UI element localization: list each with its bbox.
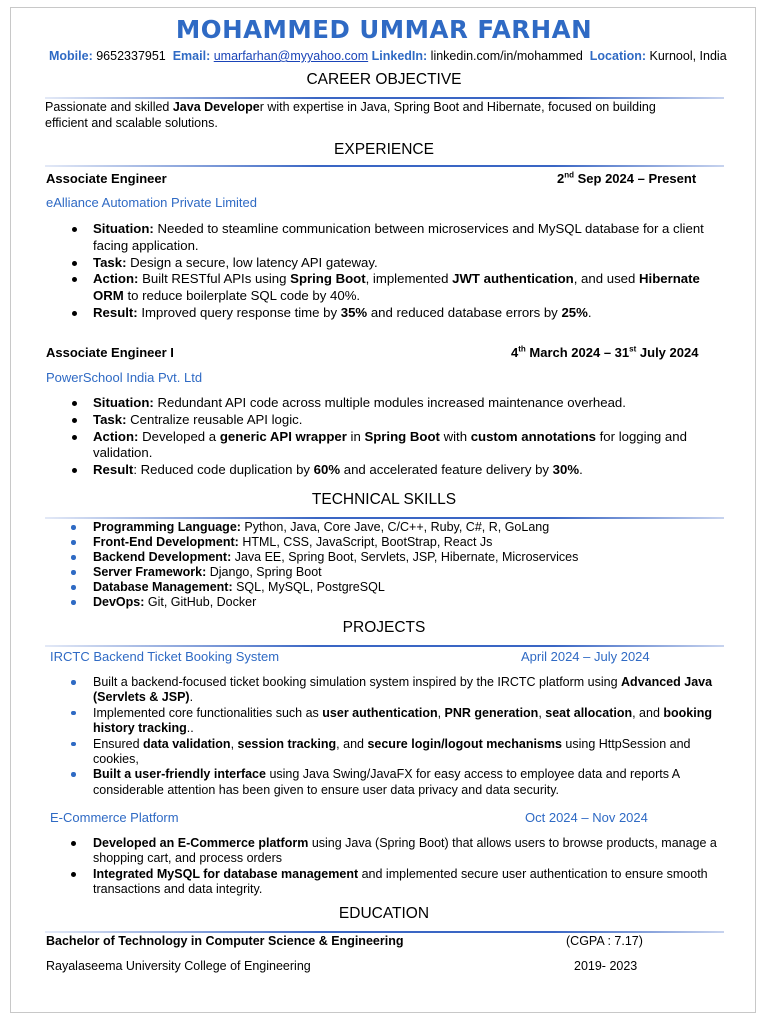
- skill-label: Database Management:: [93, 580, 233, 594]
- job-date-part: th: [518, 344, 526, 354]
- bullet-text: Developed a: [138, 428, 220, 444]
- skill-label: Backend Development:: [93, 550, 232, 564]
- bullet-label: Task:: [93, 411, 127, 427]
- list-item: [45, 595, 725, 610]
- bullet-bold: session tracking: [237, 736, 337, 751]
- bullet-bold: generic API wrapper: [219, 428, 347, 444]
- bullet-label: Action:: [93, 271, 139, 287]
- cgpa-value: (CGPA : 7.17): [566, 934, 643, 948]
- list-item: [45, 580, 725, 595]
- skill-label: Programming Language:: [93, 520, 245, 534]
- email-label: Email:: [172, 49, 211, 63]
- bullet-label: Result: [93, 462, 134, 478]
- project-title: IRCTC Backend Ticket Booking System: [50, 649, 280, 664]
- bullet-text: Redundant API code across multiple modules increased maintenance overhead.: [153, 395, 626, 410]
- project-bullets: [45, 675, 725, 798]
- bullet-text: ,: [230, 736, 238, 751]
- bullet-text: ,: [437, 705, 445, 720]
- contact-line: [49, 49, 727, 63]
- objective-text-part: Passionate and skilled: [45, 100, 173, 114]
- education-heading: EDUCATION: [338, 905, 430, 922]
- bullet-text: , and: [336, 736, 368, 751]
- job-date-part: 2: [557, 171, 565, 186]
- email-link[interactable]: umarfarhan@myyahoo.com: [213, 49, 369, 63]
- list-item: [45, 305, 725, 322]
- mobile-value: 9652337951: [96, 49, 166, 63]
- bullet-bold: Advanced Java (Servlets & JSP): [93, 675, 713, 705]
- skill-label: Front-End Development:: [93, 535, 239, 549]
- bullet-bold: Spring Boot: [364, 428, 440, 444]
- bullet-text: using HttpSession and cookies,: [93, 736, 691, 767]
- job-date-part: st: [629, 344, 637, 354]
- job-title: Associate Engineer I: [46, 345, 174, 360]
- objective-text-part: r with expertise in Java, Spring Boot and Hibernate, focused on building: [259, 100, 656, 114]
- bullet-text: , and: [632, 705, 664, 720]
- bullet-text: using Java (Spring Boot) that allows users to browse products, manage a shopping cart, and process orders: [93, 836, 717, 866]
- bullet-text: Design a secure, low latency API gateway.: [126, 254, 378, 270]
- list-item: [45, 221, 725, 255]
- location-value: Kurnool, India: [649, 49, 727, 63]
- skill-label: Server Framework:: [93, 565, 207, 579]
- experience-heading: EXPERIENCE: [334, 141, 434, 158]
- linkedin-value: linkedin.com/in/mohammed: [430, 49, 583, 63]
- bullet-bold: 25%: [561, 304, 588, 320]
- bullet-text: , and used: [573, 271, 639, 287]
- degree-name: Bachelor of Technology in Computer Science & Engineering: [46, 934, 404, 948]
- projects-heading: PROJECTS: [342, 619, 426, 636]
- bullet-text: Built RESTful APIs using: [138, 271, 291, 287]
- bullet-bold: custom annotations: [470, 428, 596, 444]
- bullet-text: to reduce boilerplate SQL code by 40%.: [123, 288, 361, 304]
- bullet-text: Needed to steamline communication between microservices and MySQL database for a client facing application.: [93, 221, 704, 253]
- list-item: [45, 535, 725, 550]
- bullet-text: with: [439, 428, 471, 444]
- list-item: [45, 675, 725, 706]
- skills-heading: TECHNICAL SKILLS: [311, 491, 457, 508]
- candidate-name: MOHAMMED UMMAR FARHAN: [175, 15, 593, 44]
- job-title: Associate Engineer: [46, 171, 167, 186]
- job-date-part: July 2024: [636, 345, 699, 360]
- company-name: PowerSchool India Pvt. Ltd: [46, 370, 203, 385]
- bullet-label: Situation:: [93, 395, 154, 410]
- bullet-text: .: [579, 462, 583, 478]
- job-date-part: nd: [564, 170, 575, 180]
- bullet-bold: Hibernate ORM: [93, 271, 700, 304]
- skill-value: SQL, MySQL, PostgreSQL: [232, 580, 385, 594]
- project-date: April 2024 – July 2024: [521, 649, 650, 664]
- job-date-part: March 2024 – 31: [525, 345, 630, 360]
- linkedin-label: LinkedIn:: [371, 49, 428, 63]
- job-date: [511, 345, 698, 360]
- list-item: [45, 412, 725, 429]
- project-bullets: [45, 836, 725, 898]
- bullet-text: Built a backend-focused ticket booking simulation system inspired by the IRCTC platform using: [93, 675, 622, 689]
- bullet-text: and implemented secure user authentication to ensure smooth transactions and data integrity.: [93, 866, 708, 897]
- list-item: [45, 462, 725, 479]
- list-item: [45, 429, 725, 463]
- bullet-label: Situation:: [93, 221, 154, 236]
- bullet-bold: PNR generation: [444, 705, 539, 720]
- skills-rule: [45, 517, 724, 519]
- objective-text-part: efficient and scalable solutions.: [45, 116, 218, 130]
- skill-value: Python, Java, Core Jave, C/C++, Ruby, C#, R, GoLang: [244, 520, 550, 534]
- bullet-text: in: [346, 428, 365, 444]
- project-date: Oct 2024 – Nov 2024: [525, 810, 648, 825]
- bullet-text: .: [587, 304, 592, 320]
- bullet-text: Ensured: [93, 736, 144, 751]
- bullet-text: ..: [186, 721, 194, 736]
- bullet-bold: secure login/logout mechanisms: [367, 736, 562, 751]
- list-item: [45, 395, 725, 412]
- list-item: [45, 565, 725, 580]
- list-item: [45, 867, 725, 898]
- job-date-part: 4: [511, 345, 519, 360]
- bullet-bold: Developed an E-Commerce platform: [93, 836, 309, 850]
- bullet-text: and reduced database errors by: [367, 304, 562, 320]
- skill-value: Git, GitHub, Docker: [144, 595, 257, 609]
- list-item: [45, 271, 725, 305]
- bullet-bold: 35%: [340, 304, 368, 320]
- list-item: [45, 550, 725, 565]
- list-item: [45, 767, 725, 798]
- list-item: [45, 255, 725, 272]
- education-years: 2019- 2023: [574, 959, 638, 973]
- bullet-bold: Built a user-friendly interface: [93, 767, 266, 782]
- list-item: [45, 520, 725, 535]
- objective-text-bold: Java Develope: [172, 100, 260, 114]
- experience-rule: [45, 165, 724, 167]
- bullet-bold: Integrated MySQL for database management: [93, 866, 359, 881]
- bullet-label: Result:: [93, 304, 138, 320]
- job-bullets: [45, 221, 725, 322]
- skill-value: Django, Spring Boot: [206, 565, 322, 579]
- bullet-label: Task:: [93, 254, 127, 270]
- objective-text: [45, 99, 656, 131]
- mobile-label: Mobile:: [49, 49, 93, 63]
- location-label: Location:: [589, 49, 647, 63]
- college-name: Rayalaseema University College of Engineering: [46, 959, 311, 973]
- bullet-text: Improved query response time by: [137, 304, 341, 320]
- list-item: [45, 836, 725, 867]
- bullet-text: : Reduced code duplication by: [133, 462, 314, 478]
- list-item: [45, 737, 725, 768]
- bullet-text: for logging and validation.: [93, 428, 687, 461]
- company-name: eAlliance Automation Private Limited: [46, 195, 258, 210]
- bullet-text: .: [189, 690, 194, 705]
- bullet-bold: data validation: [143, 736, 231, 751]
- project-title: E-Commerce Platform: [50, 810, 179, 825]
- skill-label: DevOps:: [93, 595, 145, 609]
- projects-rule: [45, 645, 724, 647]
- bullet-text: using Java Swing/JavaFX for easy access to employee data and reports A considerable attention has been given to ensure user data privacy and data security.: [93, 767, 680, 797]
- bullet-bold: 60%: [313, 462, 341, 478]
- bullet-text: , implemented: [365, 271, 453, 287]
- skill-value: HTML, CSS, JavaScript, BootStrap, React Js: [238, 535, 493, 549]
- job-date: [557, 171, 696, 186]
- objective-heading: CAREER OBJECTIVE: [306, 71, 462, 88]
- bullet-bold: Spring Boot: [290, 271, 366, 287]
- bullet-label: Action:: [93, 428, 139, 444]
- bullet-text: ,: [538, 705, 546, 720]
- bullet-bold: seat allocation: [545, 705, 633, 720]
- job-bullets: [45, 395, 725, 479]
- bullet-text: Implemented core functionalities such as: [93, 705, 323, 720]
- bullet-text: Centralize reusable API logic.: [126, 411, 303, 427]
- bullet-bold: JWT authentication: [452, 271, 574, 287]
- list-item: [45, 706, 725, 737]
- skill-value: Java EE, Spring Boot, Servlets, JSP, Hibernate, Microservices: [231, 550, 579, 564]
- bullet-bold: 30%: [552, 462, 580, 478]
- skills-list: [45, 520, 725, 610]
- bullet-bold: user authentication: [322, 705, 438, 720]
- bullet-text: and accelerated feature delivery by: [340, 462, 553, 478]
- job-date-part: Sep 2024 – Present: [574, 171, 697, 186]
- bullet-bold: booking history tracking: [93, 705, 712, 736]
